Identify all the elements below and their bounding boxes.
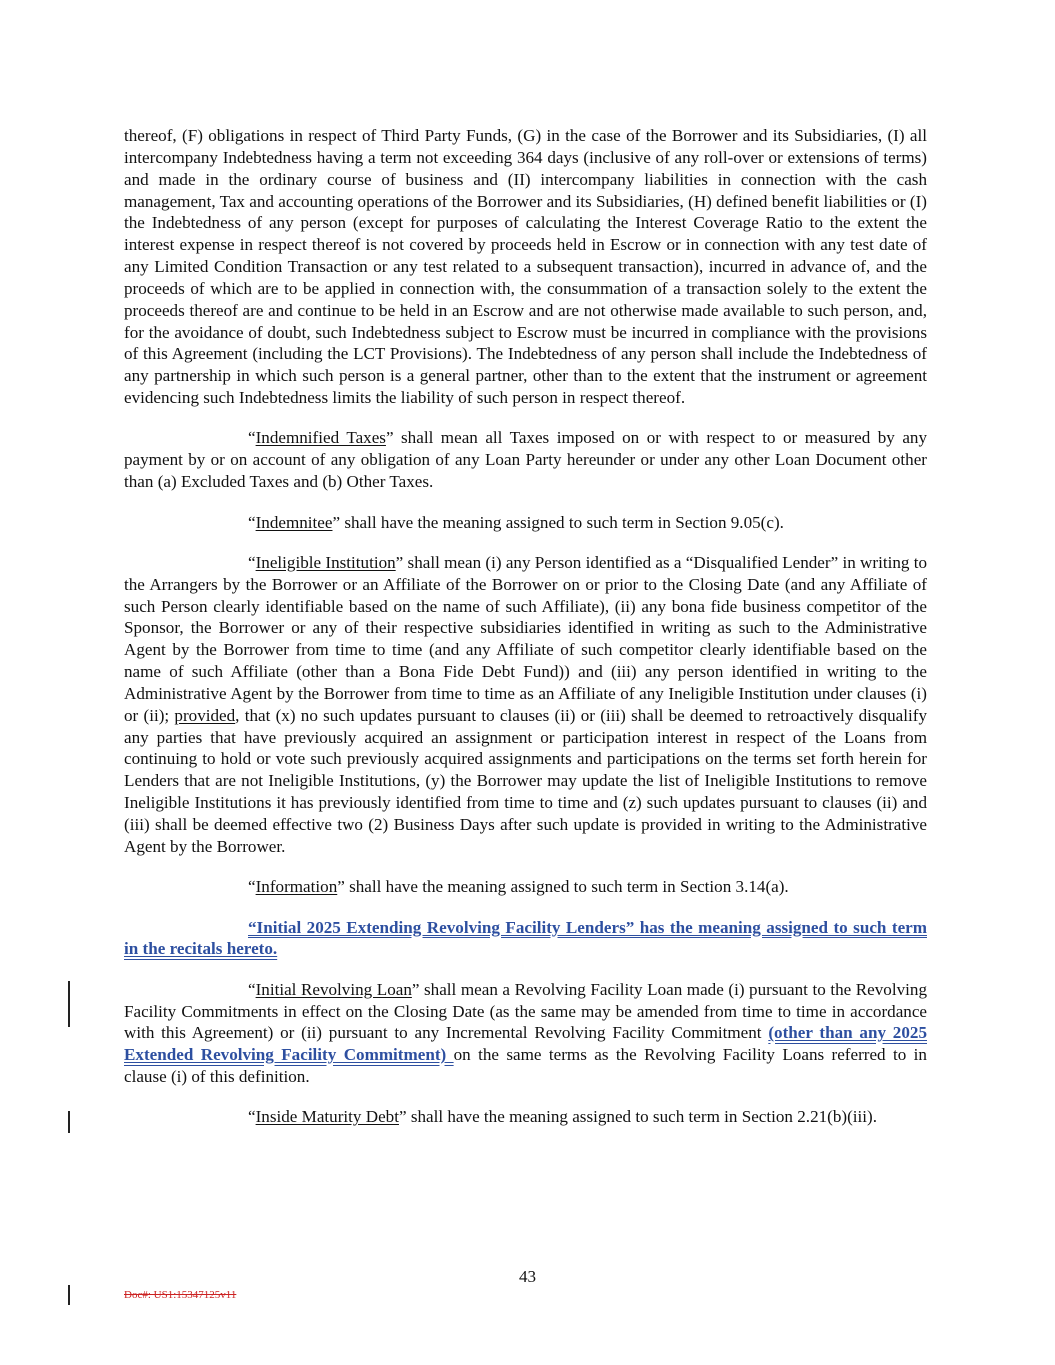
paragraph-indebtedness-continued: thereof, (F) obligations in respect of Third Party Funds, (G) in the case of the Borrower and its Subsidiaries, (I) all intercompany Indebtedness having a term not exceeding 364 days (inclusive of any roll-over or extensions of terms) and made in the ordinary course of business and (II) intercompany liabilities in connection with the cash management, Tax and accounting operations of the Borrower and its Subsidiaries, (H) defined benefit liabilities or (I) the Indebtedness of any person (except for purposes of calculating the Interest Coverage Ratio to the extent the interest expense in respect thereof is not covered by proceeds held in Escrow or in connection with any test date of any Limited Condition Transaction or any test related to a subsequent transaction), incurred in advance of, and the proceeds of which are to be applied in connection with, the consummation of a transaction solely to the extent the proceeds thereof are and continue to be held in an Escrow and are not otherwise made available to such person, and, for the avoidance of doubt, such Indebtedness subject to Escrow must be incurred in compliance with the provisions of this Agreement (including the LCT Provisions). The Indebtedness of any person shall include the Indebtedness of any partnership in which such person is a general partner, other than to the extent that the instrument or agreement evidencing such Indebtedness limits the liability of such person in respect thereof. (124, 126, 927, 408)
defined-term: Information (255, 877, 338, 897)
change-bar (68, 1285, 70, 1305)
inserted-text: (other than any 2025 Extended Revolving Facility Commitment) (124, 1023, 927, 1065)
definition-indemnified-taxes: “Indemnified Taxes” shall mean all Taxes imposed on or with respect to or measured by any payment by or on account of any obligation of any Loan Party hereunder or under any other Loan Document other than (a) Excluded Taxes and (b) Other Taxes. (124, 428, 927, 492)
change-bar (68, 1111, 70, 1133)
provided-keyword: provided (174, 705, 236, 725)
defined-term: Indemnitee (255, 512, 333, 532)
page-number: 43 (518, 1267, 537, 1286)
definition-indemnitee: “Indemnitee” shall have the meaning assigned to such term in Section 9.05(c). (248, 512, 784, 532)
definition-information: “Information” shall have the meaning assigned to such term in Section 3.14(a). (248, 877, 789, 897)
definition-inside-maturity-debt: “Inside Maturity Debt” shall have the meaning assigned to such term in Section 2.21(b)(iii). (248, 1107, 878, 1127)
document-id-deleted: Doc#: US1:15347125v11 (124, 1289, 237, 1301)
definition-ineligible-institution: “Ineligible Institution” shall mean (i) any Person identified as a “Disqualified Lender” in writing to the Arrangers by the Borrower or an Affiliate of the Borrower on or prior to the Closing Date (and any Affiliate of such Person clearly identifiable based on the name of such Affiliate), (ii) any bona fide business competitor of the Sponsor, the Borrower or any of their respective subsidiaries identified in writing as such to the Administrative Agent by the Borrower from time to time (and any Affiliate of such competitor clearly identifiable based on the name of such Affiliate (other than a Bona Fide Debt Fund)) and (iii) any person identified in writing to the Administrative Agent by the Borrower from time to time as an Affiliate of any Ineligible Institution under clauses (i) or (ii); provided, that (x) no such updates pursuant to clauses (ii) or (iii) shall be deemed to retroactively disqualify any parties that have previously acquired an assignment or participation interest in respect of the Loans from continuing to hold or vote such previously acquired assignments and participations on the terms set forth herein for Lenders that are not Ineligible Institutions, (y) the Borrower may update the list of Ineligible Institutions to remove Ineligible Institutions it has previously identified from time to time and (z) such updates pursuant to clauses (ii) and (iii) shall be deemed effective two (2) Business Days after such update is provided in writing to the Administrative Agent by the Borrower. (124, 552, 928, 856)
document-body (124, 125, 927, 1147)
definition-initial-2025-extending-lenders (124, 917, 927, 961)
defined-term: Ineligible Institution (255, 552, 396, 572)
defined-term: Initial Revolving Loan (255, 979, 412, 999)
definition-initial-revolving-loan: “Initial Revolving Loan” shall mean a Revolving Facility Loan made (i) pursuant to the Revolving Facility Commitments in effect on the Closing Date (as the same may be amended from time to time in accordance with this Agreement) or (ii) pursuant to any Incremental Revolving Facility Commitment (other than any 2025 Extended Revolving Facility Commitment) on the same terms as the Revolving Facility Loans referred to in clause (i) of this definition. (124, 979, 927, 1087)
inserted-text: “Initial 2025 Extending Revolving Facility Lenders” has the meaning assigned to such term in the recitals hereto. (124, 917, 927, 959)
defined-term: Indemnified Taxes (255, 428, 386, 448)
defined-term: Inside Maturity Debt (255, 1107, 399, 1127)
change-bar (68, 981, 70, 1027)
